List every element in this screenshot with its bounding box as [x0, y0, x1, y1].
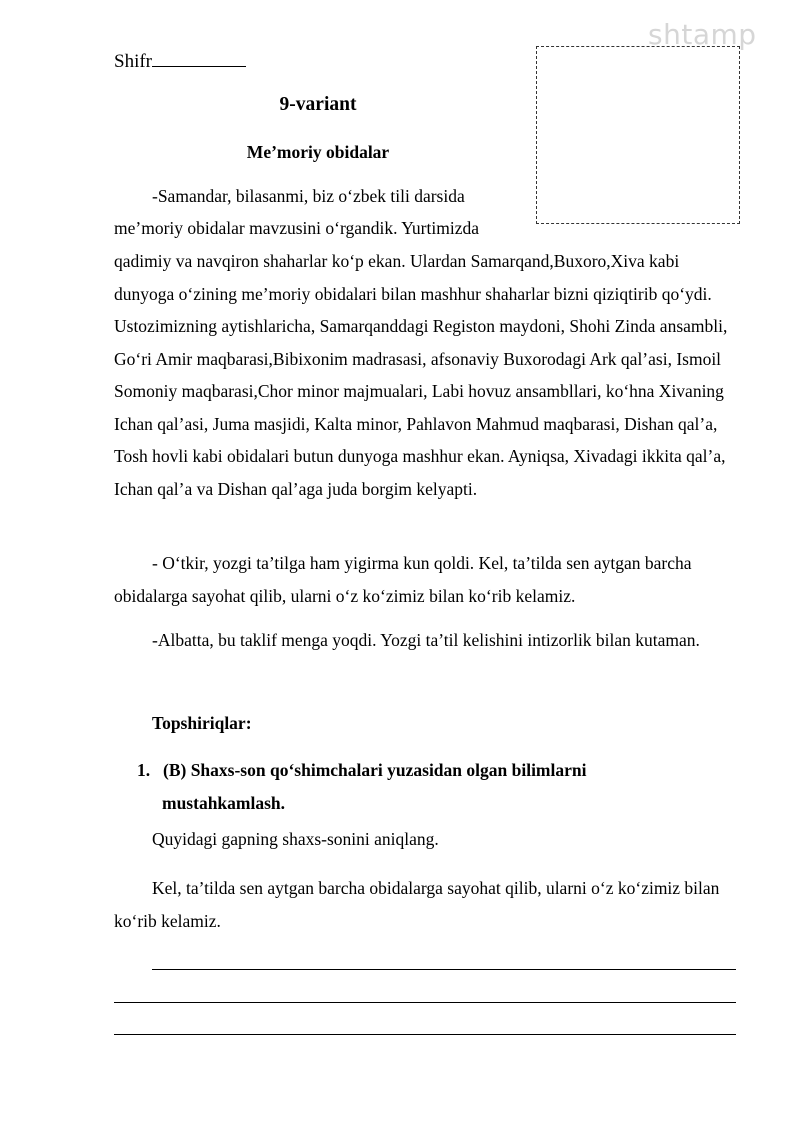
- task-1-instruction: Quyidagi gapning shaxs-sonini aniqlang.: [152, 829, 439, 849]
- paragraph-1-line-2: me’moriy obidalar mavzusini o‘rgandik. Yurtimizda: [114, 218, 479, 238]
- paragraph-1-line-1: -Samandar, bilasanmi, biz o‘zbek tili darsida: [152, 186, 465, 206]
- shifr-label: Shifr: [114, 51, 152, 72]
- paragraph-1-rest: qadimiy va navqiron shaharlar ko‘p ekan. Ulardan Samarqand,Buxoro,Xiva kabi dunyoga o‘zining me’moriy obidalari bilan mashhur shaharlar bizni qiziqtirib qo‘ydi. Ustozimizning aytishlaricha, Samarqanddagi Registon maydoni, Shohi Zinda ansambli, Go‘ri Amir maqbarasi,Bibixonim madrasasi, afsonaviy Buxorodagi Ark qal’asi, Ismoil Somoniy maqbarasi,Chor minor majmualari, Labi hovuz ansambllari, ko‘hna Xivaning Ichan qal’asi, Juma masjidi, Kalta minor, Pahlavon Mahmud maqbarasi, Dishan qal’a, Tosh hovli kabi obidalari butun dunyoga mashhur ekan. Ayniqsa, Xivadagi ikkita qal’a, Ichan qal’a va Dishan qal’aga juda borgim kelyapti.: [114, 251, 728, 499]
- task-1: [137, 754, 697, 820]
- shifr-field: [114, 48, 246, 73]
- answer-line-1[interactable]: [152, 969, 736, 970]
- variant-title: 9-variant: [279, 94, 357, 115]
- answer-line-3[interactable]: [114, 1034, 736, 1035]
- paragraph-3: -Albatta, bu taklif menga yoqdi. Yozgi ta’til kelishini intizorlik bilan kutaman.: [152, 630, 700, 650]
- paragraph-1-start: [114, 180, 504, 213]
- task-1-number: 1.: [137, 760, 151, 780]
- watermark-text: shtamp: [648, 18, 757, 51]
- paragraph-2: - O‘tkir, yozgi ta’tilga ham yigirma kun qoldi. Kel, ta’tilda sen aytgan barcha obidalarga sayohat qilib, ularni o‘z ko‘zimiz bilan ko‘rib kelamiz.: [114, 553, 692, 606]
- shifr-blank-line[interactable]: [152, 48, 246, 67]
- task-1-title-line-2: mustahkamlash.: [162, 793, 286, 813]
- stamp-box: [536, 46, 740, 224]
- tasks-heading: Topshiriqlar:: [152, 713, 252, 733]
- text-title: Me’moriy obidalar: [246, 142, 390, 162]
- answer-line-2[interactable]: [114, 1002, 736, 1003]
- task-1-sentence: Kel, ta’tilda sen aytgan barcha obidalarga sayohat qilib, ularni o‘z ko‘zimiz bilan ko‘rib kelamiz.: [114, 878, 720, 931]
- task-1-title-line-1: (B) Shaxs-son qo‘shimchalari yuzasidan olgan bilimlarni: [163, 760, 587, 780]
